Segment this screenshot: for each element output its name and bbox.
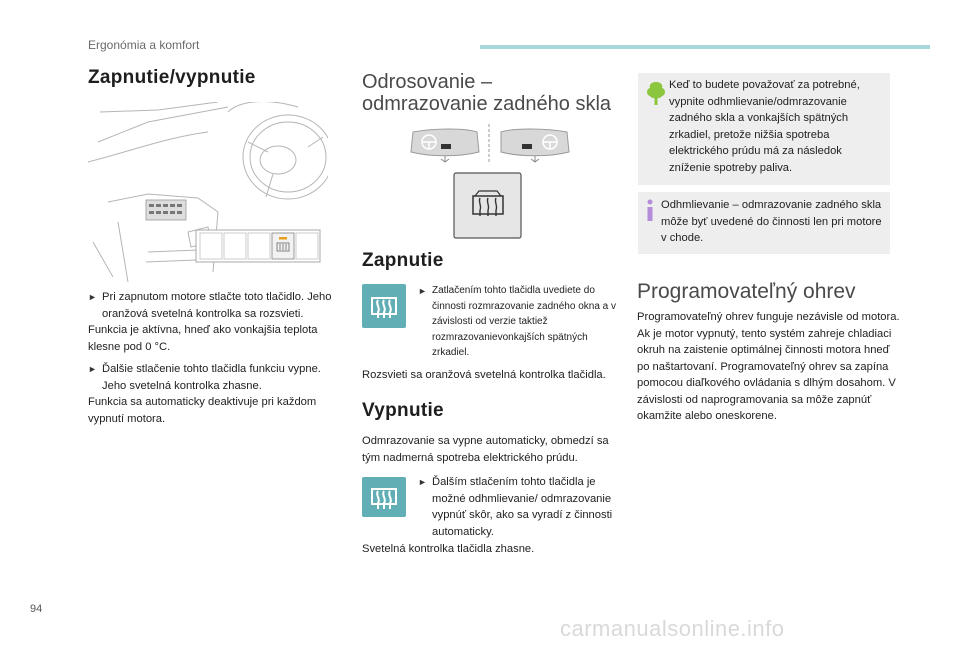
rear-defrost-icon (362, 477, 406, 517)
instruction-item-1: ► Pri zapnutom motore stlačte toto tlačidlo. Jeho oranžová svetelná kontrolka sa rozsvieti. (88, 289, 338, 322)
bullet-marker: ► (88, 364, 97, 374)
title-zapnutie: Zapnutie (362, 250, 444, 271)
eco-tree-icon (645, 80, 667, 106)
instruction-item-2: ► Ďalšie stlačenie tohto tlačidla funkciu vypne. Jeho svetelná kontrolka zhasne. (88, 361, 338, 394)
rear-defrost-button-illustration (453, 172, 523, 240)
title-odrosovanie: Odrosovanie – odmrazovanie zadného skla (362, 71, 612, 115)
mirrors-illustration (405, 124, 575, 164)
paragraph-light-off: Svetelná kontrolka tlačidla zhasne. (362, 543, 535, 555)
paragraph-temperature: Funkcia je aktívna, hneď ako vonkajšia teplota klesne pod 0 °C. (88, 324, 318, 353)
bullet-marker: ► (418, 286, 427, 296)
info-text: Odhmlievanie – odmrazovanie zadného skla môže byť uvedené do činnosti len pri motore v chode. (661, 199, 882, 244)
bullet-marker: ► (418, 477, 427, 487)
page-number: 94 (30, 603, 43, 615)
dashboard-illustration (88, 102, 328, 282)
off-instruction-item: ► Ďalším stlačením tohto tlačidla je možné odhmlievanie/ odmrazovanie vypnúť skôr, ako sa vyradí z činnosti automaticky. (418, 474, 618, 540)
info-icon (645, 199, 655, 221)
title-vypnutie: Vypnutie (362, 400, 444, 421)
header-bar (480, 45, 930, 49)
paragraph-programovatelny-ohrev: Programovateľný ohrev funguje nezávisle od motora. Ak je motor vypnutý, tento systém zahreje chladiaci okruh na zaistenie optimálnej činnosti motora hneď po naštartovaní. Programovateľný ohrev sa zapína pomocou diaľkového ovládania s dlhým dosahom. V závislosti od naprogramovania sa môže zapnúť okamžite alebo oneskorene. (637, 311, 900, 422)
section-header: Ergonómia a komfort (88, 38, 200, 52)
title-programovatelny-ohrev: Programovateľný ohrev (637, 280, 856, 303)
on-instruction-item: ► Zatlačením tohto tlačidla uvediete do činnosti rozmrazovanie zadného okna a v závislosti od verzie taktiež rozmrazovanievonkajších spätných zrkadiel. (418, 283, 618, 361)
paragraph-auto-deactivate: Funkcia sa automaticky deaktivuje pri každom vypnutí motora. (88, 396, 317, 425)
rear-defrost-icon (362, 284, 406, 328)
bullet-marker: ► (88, 292, 97, 302)
paragraph-auto-off: Odmrazovanie sa vypne automaticky, obmedzí sa tým nadmerná spotreba elektrického prúdu. (362, 435, 609, 464)
eco-tip-text: Keď to budete považovať za potrebné, vypnite odhmlievanie/odmrazovanie zadného skla a vonkajších spätných zrkadiel, pretože nižšia spotreba elektrického prúdu má za následok zníženie spotreby paliva. (669, 79, 860, 174)
title-zapnutie-vypnutie: Zapnutie/vypnutie (88, 67, 256, 88)
paragraph-light-on: Rozsvieti sa oranžová svetelná kontrolka tlačidla. (362, 369, 606, 381)
watermark: carmanualsonline.info (560, 616, 785, 641)
